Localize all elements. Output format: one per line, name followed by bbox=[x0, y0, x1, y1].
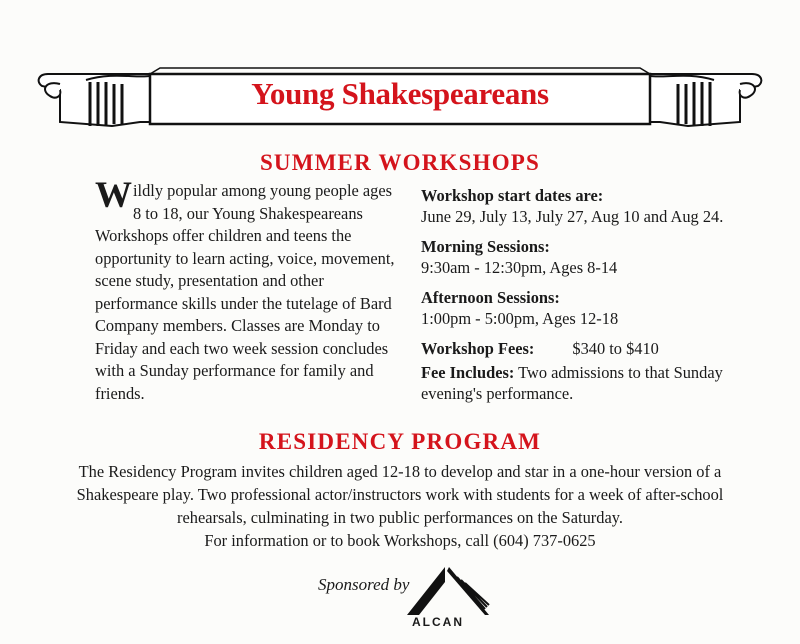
morning-sessions-label: Morning Sessions: bbox=[421, 237, 550, 256]
start-dates-label: Workshop start dates are: bbox=[421, 186, 604, 205]
afternoon-sessions-block bbox=[421, 287, 781, 330]
sponsored-by-label: Sponsored by bbox=[318, 575, 410, 594]
includes-value: Two admissions to that Sunday evening's performance. bbox=[421, 363, 723, 403]
includes-block bbox=[421, 362, 781, 404]
summer-intro-paragraph bbox=[95, 175, 395, 405]
residency-program-heading: RESIDENCY PROGRAM bbox=[258, 429, 542, 454]
alcan-logo-icon bbox=[405, 565, 495, 617]
morning-sessions-value: 9:30am - 12:30pm, Ages 8-14 bbox=[421, 258, 618, 277]
residency-paragraph bbox=[40, 460, 760, 552]
morning-sessions-block bbox=[421, 236, 781, 279]
fees-value: $340 to $410 bbox=[572, 339, 659, 358]
drop-cap: W bbox=[95, 175, 132, 216]
workshop-details bbox=[421, 185, 781, 404]
alcan-logo-text: ALCAN bbox=[412, 615, 464, 629]
includes-label: Fee Includes: bbox=[421, 363, 515, 382]
summer-workshops-heading: SUMMER WORKSHOPS bbox=[259, 150, 541, 175]
scroll-banner bbox=[0, 60, 800, 140]
fees-block bbox=[421, 338, 781, 360]
afternoon-sessions-label: Afternoon Sessions: bbox=[421, 288, 560, 307]
intro-text: ildly popular among young people ages 8 to 18, our Young Shakespeareans Workshops offer children and teens the opportunity to learn acting, voice, movement, scene study, presentation and other performance skills under the tutelage of Bard Company members. Classes are Monday to Friday and each two week session concludes with a Sunday performance for family and friends. bbox=[95, 181, 395, 403]
banner-title: Young Shakespeareans bbox=[251, 76, 549, 111]
start-dates-block bbox=[421, 185, 781, 228]
start-dates-value: June 29, July 13, July 27, Aug 10 and Aug 24. bbox=[421, 207, 724, 226]
afternoon-sessions-value: 1:00pm - 5:00pm, Ages 12-18 bbox=[421, 309, 619, 328]
residency-body: The Residency Program invites children aged 12-18 to develop and star in a one-hour version of a Shakespeare play. Two professional actor/instructors work with students for a week of after-school rehearsals, culminating in two public performances on the Saturday. bbox=[76, 462, 724, 527]
fees-label: Workshop Fees: bbox=[421, 339, 535, 358]
residency-contact: For information or to book Workshops, call (604) 737-0625 bbox=[204, 531, 596, 550]
